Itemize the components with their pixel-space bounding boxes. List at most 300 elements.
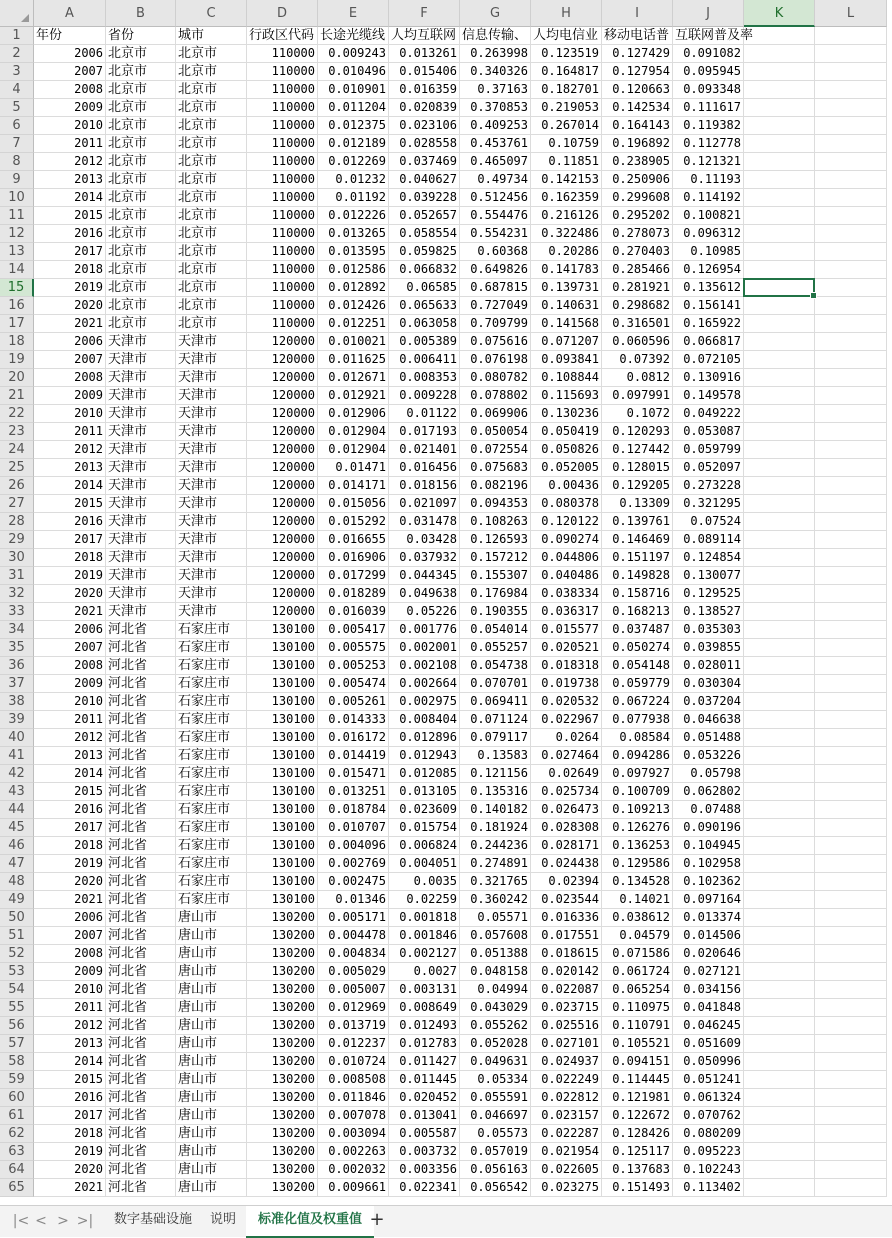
- data-cell[interactable]: 0.059825: [389, 243, 460, 261]
- header-cell[interactable]: 省份: [106, 27, 176, 45]
- data-cell[interactable]: 北京市: [106, 81, 176, 99]
- data-cell[interactable]: 0.122672: [602, 1107, 673, 1125]
- data-cell[interactable]: 0.013265: [318, 225, 389, 243]
- data-cell[interactable]: 110000: [247, 225, 318, 243]
- empty-cell[interactable]: [744, 945, 815, 963]
- data-cell[interactable]: 0.250906: [602, 171, 673, 189]
- data-cell[interactable]: 130200: [247, 1125, 318, 1143]
- row-header[interactable]: 11: [0, 207, 34, 225]
- data-cell[interactable]: 河北省: [106, 855, 176, 873]
- empty-cell[interactable]: [815, 99, 887, 117]
- data-cell[interactable]: 唐山市: [176, 1107, 247, 1125]
- data-cell[interactable]: 0.044806: [531, 549, 602, 567]
- empty-cell[interactable]: [815, 369, 887, 387]
- data-cell[interactable]: 0.060596: [602, 333, 673, 351]
- data-cell[interactable]: 110000: [247, 279, 318, 297]
- row-header[interactable]: 21: [0, 387, 34, 405]
- data-cell[interactable]: 天津市: [106, 441, 176, 459]
- data-cell[interactable]: 0.012671: [318, 369, 389, 387]
- data-cell[interactable]: 0.157212: [460, 549, 531, 567]
- data-cell[interactable]: 130100: [247, 675, 318, 693]
- data-cell[interactable]: 0.01122: [389, 405, 460, 423]
- empty-cell[interactable]: [744, 27, 815, 45]
- data-cell[interactable]: 0.012189: [318, 135, 389, 153]
- empty-cell[interactable]: [744, 765, 815, 783]
- data-cell[interactable]: 天津市: [106, 423, 176, 441]
- data-cell[interactable]: 0.001846: [389, 927, 460, 945]
- data-cell[interactable]: 0.075616: [460, 333, 531, 351]
- data-cell[interactable]: 北京市: [176, 99, 247, 117]
- data-cell[interactable]: 天津市: [176, 333, 247, 351]
- data-cell[interactable]: 0.146469: [602, 531, 673, 549]
- data-cell[interactable]: 河北省: [106, 1017, 176, 1035]
- data-cell[interactable]: 0.046638: [673, 711, 744, 729]
- data-cell[interactable]: 0.053226: [673, 747, 744, 765]
- data-cell[interactable]: 0.082196: [460, 477, 531, 495]
- data-cell[interactable]: 0.164817: [531, 63, 602, 81]
- data-cell[interactable]: 0.002127: [389, 945, 460, 963]
- data-cell[interactable]: 0.108263: [460, 513, 531, 531]
- data-cell[interactable]: 0.05798: [673, 765, 744, 783]
- data-cell[interactable]: 河北省: [106, 945, 176, 963]
- empty-cell[interactable]: [744, 981, 815, 999]
- header-cell[interactable]: 年份: [34, 27, 106, 45]
- data-cell[interactable]: 河北省: [106, 927, 176, 945]
- column-header-K[interactable]: K: [744, 0, 815, 27]
- row-header[interactable]: 64: [0, 1161, 34, 1179]
- empty-cell[interactable]: [815, 1179, 887, 1197]
- data-cell[interactable]: 0.013251: [318, 783, 389, 801]
- data-cell[interactable]: 2021: [34, 1179, 106, 1197]
- data-cell[interactable]: 0.037932: [389, 549, 460, 567]
- empty-cell[interactable]: [744, 801, 815, 819]
- empty-cell[interactable]: [815, 927, 887, 945]
- data-cell[interactable]: 2014: [34, 189, 106, 207]
- data-cell[interactable]: 0.08584: [602, 729, 673, 747]
- data-cell[interactable]: 0.136253: [602, 837, 673, 855]
- data-cell[interactable]: 0.013595: [318, 243, 389, 261]
- data-cell[interactable]: 0.012921: [318, 387, 389, 405]
- data-cell[interactable]: 石家庄市: [176, 729, 247, 747]
- data-cell[interactable]: 0.052005: [531, 459, 602, 477]
- data-cell[interactable]: 2007: [34, 351, 106, 369]
- data-cell[interactable]: 0.321765: [460, 873, 531, 891]
- data-cell[interactable]: 天津市: [176, 351, 247, 369]
- data-cell[interactable]: 0.01346: [318, 891, 389, 909]
- data-cell[interactable]: 0.021401: [389, 441, 460, 459]
- empty-cell[interactable]: [815, 1053, 887, 1071]
- data-cell[interactable]: 0.01471: [318, 459, 389, 477]
- data-cell[interactable]: 0.049222: [673, 405, 744, 423]
- data-cell[interactable]: 0.013719: [318, 1017, 389, 1035]
- data-cell[interactable]: 0.051388: [460, 945, 531, 963]
- data-cell[interactable]: 130100: [247, 621, 318, 639]
- data-cell[interactable]: 0.158716: [602, 585, 673, 603]
- data-cell[interactable]: 0.135316: [460, 783, 531, 801]
- empty-cell[interactable]: [815, 27, 887, 45]
- data-cell[interactable]: 北京市: [176, 243, 247, 261]
- data-cell[interactable]: 0.080209: [673, 1125, 744, 1143]
- data-cell[interactable]: 2006: [34, 333, 106, 351]
- data-cell[interactable]: 0.023106: [389, 117, 460, 135]
- data-cell[interactable]: 0.095223: [673, 1143, 744, 1161]
- data-cell[interactable]: 北京市: [106, 99, 176, 117]
- data-cell[interactable]: 2006: [34, 45, 106, 63]
- data-cell[interactable]: 0.072105: [673, 351, 744, 369]
- empty-cell[interactable]: [815, 207, 887, 225]
- data-cell[interactable]: 0.453761: [460, 135, 531, 153]
- data-cell[interactable]: 0.727049: [460, 297, 531, 315]
- data-cell[interactable]: 130200: [247, 999, 318, 1017]
- data-cell[interactable]: 0.005007: [318, 981, 389, 999]
- row-header[interactable]: 20: [0, 369, 34, 387]
- data-cell[interactable]: 0.009243: [318, 45, 389, 63]
- empty-cell[interactable]: [815, 549, 887, 567]
- empty-cell[interactable]: [744, 927, 815, 945]
- data-cell[interactable]: 2006: [34, 909, 106, 927]
- data-cell[interactable]: 2014: [34, 765, 106, 783]
- data-cell[interactable]: 110000: [247, 81, 318, 99]
- data-cell[interactable]: 0.056163: [460, 1161, 531, 1179]
- data-cell[interactable]: 2012: [34, 1017, 106, 1035]
- row-header[interactable]: 44: [0, 801, 34, 819]
- column-header-D[interactable]: D: [247, 0, 318, 27]
- empty-cell[interactable]: [815, 459, 887, 477]
- row-header[interactable]: 34: [0, 621, 34, 639]
- data-cell[interactable]: 河北省: [106, 1161, 176, 1179]
- row-header[interactable]: 42: [0, 765, 34, 783]
- data-cell[interactable]: 0.070701: [460, 675, 531, 693]
- empty-cell[interactable]: [744, 675, 815, 693]
- data-cell[interactable]: 0.003356: [389, 1161, 460, 1179]
- empty-cell[interactable]: [815, 1107, 887, 1125]
- data-cell[interactable]: 0.005171: [318, 909, 389, 927]
- data-cell[interactable]: 0.127954: [602, 63, 673, 81]
- data-cell[interactable]: 0.015577: [531, 621, 602, 639]
- data-cell[interactable]: 0.012237: [318, 1035, 389, 1053]
- data-cell[interactable]: 0.054148: [602, 657, 673, 675]
- column-header-I[interactable]: I: [602, 0, 673, 27]
- data-cell[interactable]: 石家庄市: [176, 783, 247, 801]
- data-cell[interactable]: 0.278073: [602, 225, 673, 243]
- data-cell[interactable]: 河北省: [106, 1071, 176, 1089]
- empty-cell[interactable]: [815, 729, 887, 747]
- data-cell[interactable]: 0.006824: [389, 837, 460, 855]
- data-cell[interactable]: 2011: [34, 711, 106, 729]
- empty-cell[interactable]: [815, 567, 887, 585]
- empty-cell[interactable]: [815, 513, 887, 531]
- row-header[interactable]: 38: [0, 693, 34, 711]
- data-cell[interactable]: 北京市: [176, 153, 247, 171]
- data-cell[interactable]: 0.37163: [460, 81, 531, 99]
- data-cell[interactable]: 0.012896: [389, 729, 460, 747]
- data-cell[interactable]: 0.298682: [602, 297, 673, 315]
- row-header[interactable]: 59: [0, 1071, 34, 1089]
- column-header-G[interactable]: G: [460, 0, 531, 27]
- empty-cell[interactable]: [815, 639, 887, 657]
- data-cell[interactable]: 0.340326: [460, 63, 531, 81]
- data-cell[interactable]: 天津市: [106, 513, 176, 531]
- data-cell[interactable]: 0.141783: [531, 261, 602, 279]
- data-cell[interactable]: 天津市: [106, 567, 176, 585]
- data-cell[interactable]: 0.018784: [318, 801, 389, 819]
- empty-cell[interactable]: [815, 315, 887, 333]
- data-cell[interactable]: 0.015056: [318, 495, 389, 513]
- data-cell[interactable]: 2019: [34, 855, 106, 873]
- empty-cell[interactable]: [815, 63, 887, 81]
- row-header[interactable]: 6: [0, 117, 34, 135]
- data-cell[interactable]: 0.002108: [389, 657, 460, 675]
- data-cell[interactable]: 0.005587: [389, 1125, 460, 1143]
- data-cell[interactable]: 2020: [34, 1161, 106, 1179]
- data-cell[interactable]: 0.164143: [602, 117, 673, 135]
- data-cell[interactable]: 0.012904: [318, 441, 389, 459]
- data-cell[interactable]: 石家庄市: [176, 711, 247, 729]
- empty-cell[interactable]: [744, 783, 815, 801]
- data-cell[interactable]: 唐山市: [176, 1071, 247, 1089]
- data-cell[interactable]: 0.008508: [318, 1071, 389, 1089]
- data-cell[interactable]: 北京市: [176, 81, 247, 99]
- data-cell[interactable]: 0.018289: [318, 585, 389, 603]
- data-cell[interactable]: 0.129205: [602, 477, 673, 495]
- data-cell[interactable]: 0.370853: [460, 99, 531, 117]
- data-cell[interactable]: 北京市: [106, 225, 176, 243]
- data-cell[interactable]: 0.062802: [673, 783, 744, 801]
- row-header[interactable]: 19: [0, 351, 34, 369]
- data-cell[interactable]: 0.11193: [673, 171, 744, 189]
- data-cell[interactable]: 2011: [34, 423, 106, 441]
- data-cell[interactable]: 0.104945: [673, 837, 744, 855]
- empty-cell[interactable]: [744, 495, 815, 513]
- empty-cell[interactable]: [815, 1089, 887, 1107]
- data-cell[interactable]: 2009: [34, 99, 106, 117]
- data-cell[interactable]: 130100: [247, 819, 318, 837]
- data-cell[interactable]: 110000: [247, 261, 318, 279]
- data-cell[interactable]: 120000: [247, 441, 318, 459]
- data-cell[interactable]: 0.015471: [318, 765, 389, 783]
- data-cell[interactable]: 0.0264: [531, 729, 602, 747]
- data-cell[interactable]: 120000: [247, 351, 318, 369]
- data-cell[interactable]: 北京市: [106, 63, 176, 81]
- data-cell[interactable]: 0.126593: [460, 531, 531, 549]
- data-cell[interactable]: 北京市: [176, 117, 247, 135]
- data-cell[interactable]: 0.028011: [673, 657, 744, 675]
- row-header[interactable]: 10: [0, 189, 34, 207]
- empty-cell[interactable]: [744, 315, 815, 333]
- data-cell[interactable]: 0.053087: [673, 423, 744, 441]
- data-cell[interactable]: 河北省: [106, 1035, 176, 1053]
- empty-cell[interactable]: [744, 423, 815, 441]
- row-header[interactable]: 61: [0, 1107, 34, 1125]
- data-cell[interactable]: 0.037469: [389, 153, 460, 171]
- data-cell[interactable]: 130200: [247, 1089, 318, 1107]
- data-cell[interactable]: 河北省: [106, 873, 176, 891]
- column-header-E[interactable]: E: [318, 0, 389, 27]
- header-cell[interactable]: 城市: [176, 27, 247, 45]
- row-header[interactable]: 58: [0, 1053, 34, 1071]
- data-cell[interactable]: 0.020532: [531, 693, 602, 711]
- header-cell[interactable]: 长途光缆线: [318, 27, 389, 45]
- data-cell[interactable]: 0.020142: [531, 963, 602, 981]
- empty-cell[interactable]: [815, 837, 887, 855]
- data-cell[interactable]: 0.05573: [460, 1125, 531, 1143]
- data-cell[interactable]: 2007: [34, 63, 106, 81]
- data-cell[interactable]: 0.005474: [318, 675, 389, 693]
- data-cell[interactable]: 天津市: [106, 585, 176, 603]
- data-cell[interactable]: 0.071207: [531, 333, 602, 351]
- data-cell[interactable]: 0.554231: [460, 225, 531, 243]
- data-cell[interactable]: 天津市: [106, 477, 176, 495]
- row-header[interactable]: 40: [0, 729, 34, 747]
- data-cell[interactable]: 0.069906: [460, 405, 531, 423]
- data-cell[interactable]: 2011: [34, 135, 106, 153]
- data-cell[interactable]: 130200: [247, 945, 318, 963]
- data-cell[interactable]: 130100: [247, 783, 318, 801]
- data-cell[interactable]: 石家庄市: [176, 891, 247, 909]
- data-cell[interactable]: 0.080782: [460, 369, 531, 387]
- data-cell[interactable]: 0.016172: [318, 729, 389, 747]
- data-cell[interactable]: 2011: [34, 999, 106, 1017]
- empty-cell[interactable]: [744, 1107, 815, 1125]
- data-cell[interactable]: 0.010901: [318, 81, 389, 99]
- data-cell[interactable]: 2020: [34, 297, 106, 315]
- empty-cell[interactable]: [815, 423, 887, 441]
- data-cell[interactable]: 0.002475: [318, 873, 389, 891]
- data-cell[interactable]: 0.141568: [531, 315, 602, 333]
- data-cell[interactable]: 0.14021: [602, 891, 673, 909]
- data-cell[interactable]: 0.052097: [673, 459, 744, 477]
- data-cell[interactable]: 130100: [247, 765, 318, 783]
- data-cell[interactable]: 0.025516: [531, 1017, 602, 1035]
- data-cell[interactable]: 120000: [247, 477, 318, 495]
- empty-cell[interactable]: [744, 657, 815, 675]
- row-header[interactable]: 39: [0, 711, 34, 729]
- data-cell[interactable]: 北京市: [176, 171, 247, 189]
- data-cell[interactable]: 2007: [34, 639, 106, 657]
- tab-digital-infrastructure[interactable]: 数字基础设施: [114, 1212, 193, 1227]
- row-header[interactable]: 65: [0, 1179, 34, 1197]
- data-cell[interactable]: 北京市: [106, 261, 176, 279]
- data-cell[interactable]: 0.046245: [673, 1017, 744, 1035]
- empty-cell[interactable]: [815, 495, 887, 513]
- data-cell[interactable]: 0.020452: [389, 1089, 460, 1107]
- tab-description[interactable]: 说明: [210, 1212, 237, 1227]
- data-cell[interactable]: 天津市: [106, 549, 176, 567]
- data-cell[interactable]: 2006: [34, 621, 106, 639]
- data-cell[interactable]: 0.111617: [673, 99, 744, 117]
- data-cell[interactable]: 0.014171: [318, 477, 389, 495]
- data-cell[interactable]: 北京市: [106, 117, 176, 135]
- data-cell[interactable]: 0.028308: [531, 819, 602, 837]
- data-cell[interactable]: 0.019738: [531, 675, 602, 693]
- data-cell[interactable]: 北京市: [176, 261, 247, 279]
- data-cell[interactable]: 0.054014: [460, 621, 531, 639]
- empty-cell[interactable]: [815, 333, 887, 351]
- data-cell[interactable]: 0.151197: [602, 549, 673, 567]
- data-cell[interactable]: 北京市: [106, 279, 176, 297]
- data-cell[interactable]: 0.005261: [318, 693, 389, 711]
- data-cell[interactable]: 0.010496: [318, 63, 389, 81]
- data-cell[interactable]: 北京市: [106, 45, 176, 63]
- data-cell[interactable]: 0.687815: [460, 279, 531, 297]
- data-cell[interactable]: 0.061724: [602, 963, 673, 981]
- empty-cell[interactable]: [744, 1053, 815, 1071]
- data-cell[interactable]: 0.063058: [389, 315, 460, 333]
- empty-cell[interactable]: [815, 909, 887, 927]
- data-cell[interactable]: 0.011204: [318, 99, 389, 117]
- data-cell[interactable]: 0.007078: [318, 1107, 389, 1125]
- data-cell[interactable]: 河北省: [106, 711, 176, 729]
- data-cell[interactable]: 0.023275: [531, 1179, 602, 1197]
- data-cell[interactable]: 130200: [247, 963, 318, 981]
- empty-cell[interactable]: [744, 711, 815, 729]
- empty-cell[interactable]: [815, 225, 887, 243]
- data-cell[interactable]: 0.013105: [389, 783, 460, 801]
- data-cell[interactable]: 0.465097: [460, 153, 531, 171]
- data-cell[interactable]: 天津市: [176, 495, 247, 513]
- data-cell[interactable]: 0.002664: [389, 675, 460, 693]
- data-cell[interactable]: 110000: [247, 45, 318, 63]
- row-header[interactable]: 17: [0, 315, 34, 333]
- data-cell[interactable]: 唐山市: [176, 999, 247, 1017]
- data-cell[interactable]: 0.012943: [389, 747, 460, 765]
- empty-cell[interactable]: [744, 369, 815, 387]
- data-cell[interactable]: 0.20286: [531, 243, 602, 261]
- data-cell[interactable]: 2021: [34, 603, 106, 621]
- data-cell[interactable]: 天津市: [176, 369, 247, 387]
- data-cell[interactable]: 0.009228: [389, 387, 460, 405]
- data-cell[interactable]: 2021: [34, 315, 106, 333]
- empty-cell[interactable]: [744, 261, 815, 279]
- data-cell[interactable]: 0.03428: [389, 531, 460, 549]
- data-cell[interactable]: 0.01232: [318, 171, 389, 189]
- data-cell[interactable]: 0.015292: [318, 513, 389, 531]
- data-cell[interactable]: 2009: [34, 675, 106, 693]
- data-cell[interactable]: 0.011846: [318, 1089, 389, 1107]
- data-cell[interactable]: 0.076198: [460, 351, 531, 369]
- empty-cell[interactable]: [744, 99, 815, 117]
- row-header[interactable]: 37: [0, 675, 34, 693]
- data-cell[interactable]: 0.071124: [460, 711, 531, 729]
- empty-cell[interactable]: [815, 981, 887, 999]
- empty-cell[interactable]: [744, 837, 815, 855]
- data-cell[interactable]: 河北省: [106, 1179, 176, 1197]
- data-cell[interactable]: 河北省: [106, 765, 176, 783]
- data-cell[interactable]: 河北省: [106, 963, 176, 981]
- data-cell[interactable]: 0.139731: [531, 279, 602, 297]
- data-cell[interactable]: 唐山市: [176, 1125, 247, 1143]
- data-cell[interactable]: 0.031478: [389, 513, 460, 531]
- data-cell[interactable]: 0.057608: [460, 927, 531, 945]
- data-cell[interactable]: 0.012783: [389, 1035, 460, 1053]
- data-cell[interactable]: 0.035303: [673, 621, 744, 639]
- data-cell[interactable]: 0.102243: [673, 1161, 744, 1179]
- data-cell[interactable]: 0.021954: [531, 1143, 602, 1161]
- add-sheet-icon[interactable]: +: [369, 1209, 385, 1230]
- row-header[interactable]: 43: [0, 783, 34, 801]
- data-cell[interactable]: 0.149828: [602, 567, 673, 585]
- data-cell[interactable]: 北京市: [106, 135, 176, 153]
- data-cell[interactable]: 唐山市: [176, 963, 247, 981]
- data-cell[interactable]: 0.130077: [673, 567, 744, 585]
- data-cell[interactable]: 0.138527: [673, 603, 744, 621]
- data-cell[interactable]: 2015: [34, 783, 106, 801]
- data-cell[interactable]: 0.04994: [460, 981, 531, 999]
- row-header[interactable]: 49: [0, 891, 34, 909]
- empty-cell[interactable]: [744, 459, 815, 477]
- data-cell[interactable]: 0.176984: [460, 585, 531, 603]
- prev-sheet-icon[interactable]: <: [35, 1213, 47, 1229]
